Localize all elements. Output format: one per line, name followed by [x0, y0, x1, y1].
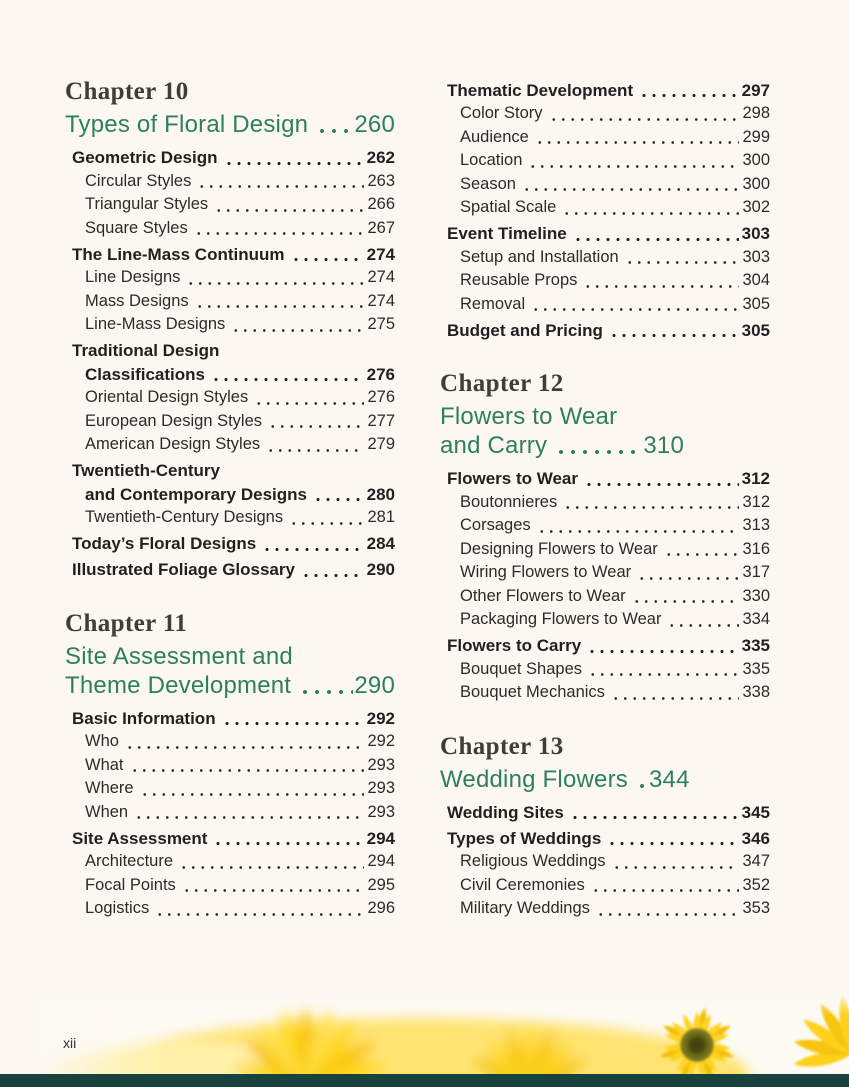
- page-number-ref: 335: [742, 659, 770, 678]
- chapter-block: [440, 368, 770, 705]
- page-number-ref: 262: [366, 148, 395, 167]
- toc-entry: [65, 146, 395, 170]
- folio-page-number: xii: [63, 1035, 77, 1051]
- dot-leader: [194, 290, 365, 314]
- page-number-ref: 274: [367, 268, 395, 286]
- page-number-ref: 275: [367, 315, 395, 333]
- toc-entry-label: Thematic Development: [447, 80, 634, 100]
- page-number-ref: 293: [367, 802, 395, 821]
- page-number-ref: 335: [741, 636, 770, 655]
- page-number-ref: 276: [367, 388, 395, 406]
- toc-entry: [440, 293, 770, 317]
- dot-leader: [221, 707, 364, 731]
- toc-entry: [65, 339, 395, 386]
- toc-entry-label: Wedding Sites: [447, 802, 564, 822]
- toc-entry: [65, 874, 395, 898]
- dot-leader: [288, 506, 364, 530]
- dot-leader: [212, 827, 363, 851]
- page-number-ref: 274: [366, 244, 395, 264]
- chapter-heading: Chapter 11: [65, 609, 188, 637]
- toc-entry-label: Removal: [460, 294, 526, 313]
- dot-leader: [210, 363, 364, 387]
- page-number-ref: 299: [742, 127, 770, 146]
- dot-leader: [611, 850, 740, 874]
- page-number-ref: 313: [742, 516, 770, 534]
- page-number-ref: 310: [643, 432, 684, 459]
- toc-entry: [65, 827, 395, 851]
- dot-leader: [230, 313, 364, 337]
- toc-entry-line2-label: and Contemporary Designs: [85, 484, 307, 504]
- toc-entry: [440, 319, 770, 343]
- toc-entry-label: Who: [85, 732, 119, 750]
- toc-entry-label: Where: [85, 779, 134, 797]
- page-number-ref: 312: [741, 469, 770, 488]
- dot-leader: [536, 514, 740, 538]
- dot-leader: [133, 801, 364, 825]
- toc-entry-label: Budget and Pricing: [447, 320, 603, 340]
- toc-entry-line2: [72, 363, 395, 387]
- dot-leader: [634, 765, 648, 794]
- toc-entry-label: Basic Information: [72, 708, 216, 728]
- toc-entry-label: Audience: [460, 127, 529, 146]
- dot-leader: [636, 561, 739, 585]
- toc-entry: [65, 850, 395, 874]
- dot-leader: [253, 386, 364, 410]
- dot-leader: [534, 126, 740, 150]
- page-number-ref: 312: [742, 492, 770, 511]
- dot-leader: [196, 170, 364, 194]
- dot-leader: [213, 193, 364, 217]
- toc-entry-label: Color Story: [460, 104, 543, 122]
- page-number-ref: 305: [741, 320, 770, 340]
- page-number-ref: 295: [367, 875, 395, 894]
- dot-leader: [154, 897, 364, 921]
- toc-entry-label: What: [85, 755, 124, 774]
- flower-photo-strip: [0, 988, 849, 1074]
- toc-entry: [440, 874, 770, 898]
- dot-leader: [548, 102, 740, 126]
- chapter-title-line-label: Theme Development: [65, 671, 292, 699]
- page-number-ref: 296: [367, 899, 395, 917]
- toc-entry: [440, 801, 770, 825]
- dot-leader: [553, 431, 642, 460]
- page-number-ref: 266: [367, 195, 395, 213]
- toc-entry: [65, 217, 395, 241]
- flower-photo: [0, 988, 849, 1074]
- toc-entry: [440, 850, 770, 874]
- toc-entry: [65, 290, 395, 314]
- toc-entry-label: Oriental Design Styles: [85, 388, 249, 406]
- toc-entry-label: Twentieth-Century Designs: [85, 508, 284, 526]
- dot-leader: [530, 293, 739, 317]
- table-of-contents: [65, 76, 770, 921]
- page-number-ref: 260: [354, 111, 395, 138]
- toc-entry: [440, 222, 770, 246]
- page-number-ref: 347: [742, 852, 770, 870]
- dot-leader: [608, 319, 739, 343]
- dot-leader: [124, 730, 365, 754]
- dot-leader: [521, 173, 740, 197]
- toc-entry-label: Focal Points: [85, 875, 176, 894]
- toc-entry-label: Logistics: [85, 899, 150, 917]
- chapter-block: [65, 76, 395, 582]
- dot-leader: [314, 110, 353, 139]
- toc-entry-label: Setup and Installation: [460, 247, 619, 266]
- page-number-ref: 274: [367, 291, 395, 310]
- page-number-ref: 293: [367, 755, 395, 774]
- dot-leader: [290, 243, 364, 267]
- toc-entry: [65, 433, 395, 457]
- page-number-ref: 280: [366, 484, 395, 504]
- dot-leader: [586, 634, 738, 658]
- toc-entry-label: When: [85, 802, 129, 821]
- page-number-ref: 302: [742, 198, 770, 216]
- toc-entry: [65, 386, 395, 410]
- chapter-title-line: Site Assessment and: [65, 642, 293, 670]
- dot-leader: [583, 467, 739, 491]
- toc-entry: [65, 410, 395, 434]
- page-number-ref: 345: [741, 802, 770, 822]
- dot-leader: [297, 671, 353, 700]
- toc-entry: [440, 126, 770, 150]
- toc-entry: [440, 102, 770, 126]
- dot-leader: [624, 246, 740, 270]
- toc-entry: [440, 196, 770, 220]
- dot-leader: [572, 222, 739, 246]
- dot-leader: [587, 658, 739, 682]
- toc-entry: [65, 897, 395, 921]
- page-number-ref: 292: [366, 708, 395, 728]
- page-number-ref: 281: [367, 508, 395, 526]
- dot-leader: [265, 433, 364, 457]
- page-number-ref: 263: [367, 171, 395, 190]
- page-number-ref: 304: [742, 271, 770, 289]
- toc-entry: [65, 707, 395, 731]
- page-number-ref: 276: [366, 364, 395, 384]
- dot-leader: [193, 217, 365, 241]
- page-number-ref: 298: [742, 104, 770, 122]
- toc-entry-label: Bouquet Mechanics: [460, 683, 605, 701]
- toc-entry-label: Illustrated Foliage Glossary: [72, 560, 295, 579]
- toc-entry: [440, 538, 770, 562]
- toc-entry: [440, 491, 770, 515]
- toc-entry-label: Event Timeline: [447, 224, 567, 243]
- chapter-heading: Chapter 13: [440, 732, 564, 760]
- toc-entry: [65, 243, 395, 267]
- page-number-ref: 344: [648, 765, 690, 793]
- toc-entry-label: Triangular Styles: [85, 195, 209, 213]
- toc-entry-label: Military Weddings: [460, 899, 590, 917]
- toc-entry: [65, 801, 395, 825]
- toc-entry: [65, 313, 395, 337]
- toc-entry-label: Architecture: [85, 852, 174, 870]
- toc-entry-label: Flowers to Carry: [447, 636, 582, 655]
- toc-entry: [65, 754, 395, 778]
- page-number-ref: 267: [367, 218, 395, 237]
- page-number-ref: 294: [367, 852, 395, 870]
- toc-entry-label: Line-Mass Designs: [85, 315, 226, 333]
- toc-entry-line1: Traditional Design: [72, 341, 220, 360]
- toc-entry: [65, 777, 395, 801]
- page-number-ref: 293: [367, 779, 395, 797]
- toc-entry-label: Wiring Flowers to Wear: [460, 563, 632, 581]
- dot-leader: [185, 266, 364, 290]
- toc-entry-label: Reusable Props: [460, 271, 578, 289]
- page-number-ref: 303: [742, 247, 770, 266]
- dot-leader: [606, 827, 738, 851]
- chapter-title-line-label: Wedding Flowers: [440, 765, 628, 793]
- footer-bar: [0, 1074, 849, 1087]
- toc-entry: [440, 173, 770, 197]
- dot-leader: [223, 146, 364, 170]
- chapter-title-line: [440, 431, 684, 460]
- toc-entry: [440, 585, 770, 609]
- toc-column-left: [65, 76, 395, 921]
- page-number-ref: 330: [742, 586, 770, 605]
- dot-leader: [663, 538, 740, 562]
- toc-entry-label: Spatial Scale: [460, 198, 557, 216]
- dot-leader: [610, 681, 740, 705]
- dot-leader: [569, 801, 739, 825]
- toc-entry-line1: Twentieth-Century: [72, 461, 220, 480]
- page-number-ref: 300: [742, 174, 770, 193]
- page-number-ref: 290: [366, 560, 395, 579]
- dot-leader: [129, 754, 365, 778]
- toc-entry: [65, 459, 395, 506]
- toc-entry-label: Religious Weddings: [460, 852, 606, 870]
- toc-column-right: [440, 76, 770, 921]
- toc-entry-label: Boutonnieres: [460, 492, 558, 511]
- toc-entry: [440, 269, 770, 293]
- toc-entry-line2-label: Classifications: [85, 364, 205, 384]
- dot-leader: [267, 410, 364, 434]
- toc-entry-label: Line Designs: [85, 268, 181, 286]
- chapter-block: [440, 79, 770, 343]
- toc-entry-label: Site Assessment: [72, 828, 208, 848]
- dot-leader: [139, 777, 365, 801]
- chapter-heading: Chapter 12: [440, 370, 564, 397]
- dot-leader: [562, 491, 739, 515]
- page-number-ref: 300: [742, 151, 770, 169]
- toc-entry-label: Season: [460, 174, 516, 193]
- toc-entry: [440, 467, 770, 491]
- dot-leader: [561, 196, 739, 220]
- page-number-ref: 338: [742, 683, 770, 701]
- chapter-title-line-label: and Carry: [440, 432, 548, 459]
- toc-entry: [440, 658, 770, 682]
- page-number-ref: 297: [741, 80, 770, 100]
- dot-leader: [527, 149, 739, 173]
- page-number-ref: 279: [367, 435, 395, 453]
- toc-entry: [65, 170, 395, 194]
- toc-entry: [440, 149, 770, 173]
- toc-entry-label: Designing Flowers to Wear: [460, 539, 658, 558]
- toc-entry-label: American Design Styles: [85, 435, 261, 453]
- dot-leader: [590, 874, 740, 898]
- toc-entry-label: Geometric Design: [72, 148, 218, 167]
- toc-entry-label: Mass Designs: [85, 291, 189, 310]
- toc-entry: [65, 193, 395, 217]
- dot-leader: [582, 269, 739, 293]
- toc-entry-label: Other Flowers to Wear: [460, 586, 626, 605]
- toc-entry-label: Flowers to Wear: [447, 469, 578, 488]
- page-number-ref: 303: [741, 224, 770, 243]
- toc-entry: [65, 558, 395, 582]
- page-number-ref: 284: [366, 534, 395, 553]
- dot-leader: [181, 874, 365, 898]
- toc-entry-label: Types of Weddings: [447, 828, 602, 848]
- toc-entry: [65, 730, 395, 754]
- page-number-ref: 290: [354, 671, 395, 699]
- chapter-title-line-label: Types of Floral Design: [65, 111, 309, 138]
- toc-entry: [440, 634, 770, 658]
- page-number-ref: 352: [742, 875, 770, 894]
- toc-entry: [440, 246, 770, 270]
- page-number-ref: 317: [742, 563, 770, 581]
- chapter-title-line: [65, 671, 395, 700]
- toc-entry-label: Packaging Flowers to Wear: [460, 610, 662, 628]
- chapter-title-line: [440, 765, 690, 794]
- toc-entry: [440, 79, 770, 103]
- chapter-title-line: [65, 110, 395, 139]
- dot-leader: [312, 483, 364, 507]
- chapter-block: [440, 731, 770, 921]
- toc-entry-label: Today’s Floral Designs: [72, 534, 257, 553]
- toc-entry-label: Bouquet Shapes: [460, 659, 583, 678]
- page-number-ref: 305: [742, 294, 770, 313]
- page-number-ref: 292: [367, 732, 395, 750]
- toc-entry: [440, 561, 770, 585]
- toc-entry-label: Square Styles: [85, 218, 188, 237]
- toc-entry: [440, 827, 770, 851]
- toc-entry-label: Civil Ceremonies: [460, 875, 585, 894]
- toc-entry: [440, 681, 770, 705]
- page-number-ref: 277: [367, 411, 395, 430]
- chapter-heading: Chapter 10: [65, 78, 189, 105]
- dot-leader: [631, 585, 740, 609]
- chapter-block: [65, 608, 395, 921]
- dot-leader: [300, 558, 364, 582]
- toc-entry: [65, 266, 395, 290]
- toc-entry-label: Location: [460, 151, 523, 169]
- toc-entry: [440, 608, 770, 632]
- page-number-ref: 316: [742, 539, 770, 558]
- toc-entry: [65, 532, 395, 556]
- toc-entry-label: Circular Styles: [85, 171, 192, 190]
- dot-leader: [261, 532, 363, 556]
- toc-entry-label: Corsages: [460, 516, 531, 534]
- page-number-ref: 334: [742, 610, 770, 628]
- toc-entry: [440, 897, 770, 921]
- dot-leader: [638, 79, 739, 103]
- toc-entry-line2: [72, 483, 395, 507]
- page-number-ref: 346: [741, 828, 770, 848]
- dot-leader: [595, 897, 740, 921]
- toc-entry: [65, 506, 395, 530]
- page-number-ref: 353: [742, 899, 770, 917]
- dot-leader: [178, 850, 364, 874]
- toc-entry-label: European Design Styles: [85, 411, 263, 430]
- page-number-ref: 294: [366, 828, 395, 848]
- toc-entry: [440, 514, 770, 538]
- dot-leader: [666, 608, 739, 632]
- chapter-title-line: Flowers to Wear: [440, 403, 618, 430]
- toc-entry-label: The Line-Mass Continuum: [72, 244, 285, 264]
